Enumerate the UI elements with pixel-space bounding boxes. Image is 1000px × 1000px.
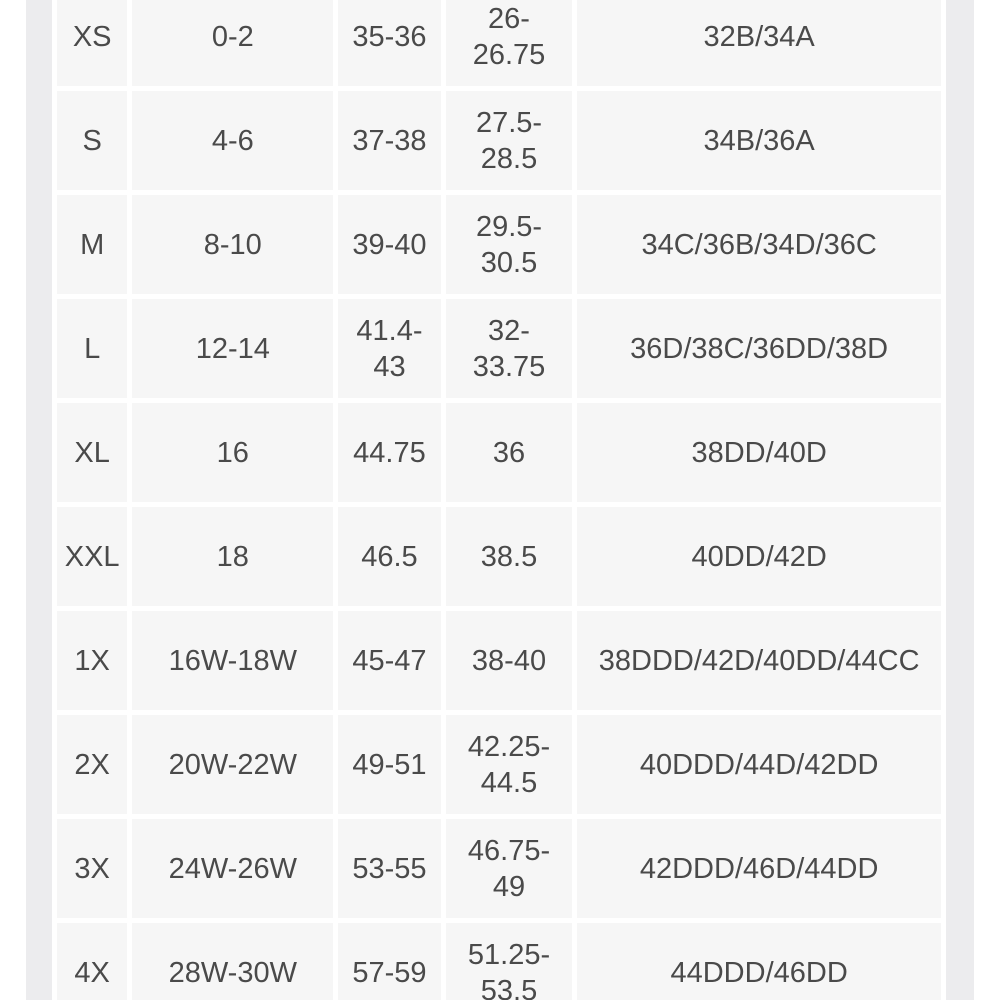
waist-cell: 42.25- 44.5 — [446, 715, 573, 814]
us-size-cell: 16 — [132, 403, 333, 502]
bra-size-cell: 34B/36A — [577, 91, 941, 190]
bust-cell: 44.75 — [338, 403, 440, 502]
bust-cell: 39-40 — [338, 195, 440, 294]
bust-cell: 37-38 — [338, 91, 440, 190]
bust-cell: 35-36 — [338, 0, 440, 86]
bra-size-cell: 44DDD/46DD — [577, 923, 941, 1000]
bust-cell: 45-47 — [338, 611, 440, 710]
bra-size-cell: 40DD/42D — [577, 507, 941, 606]
table-row — [57, 923, 941, 1000]
size-cell: XS — [57, 0, 127, 86]
waist-cell: 36 — [446, 403, 573, 502]
us-size-cell: 28W-30W — [132, 923, 333, 1000]
bust-cell: 57-59 — [338, 923, 440, 1000]
size-chart-body — [57, 0, 941, 1000]
us-size-cell: 24W-26W — [132, 819, 333, 918]
size-chart-table-container — [52, 0, 946, 1000]
table-row — [57, 91, 941, 190]
us-size-cell: 4-6 — [132, 91, 333, 190]
table-row — [57, 299, 941, 398]
size-cell: XXL — [57, 507, 127, 606]
waist-cell: 51.25- 53.5 — [446, 923, 573, 1000]
bra-size-cell: 38DDD/42D/40DD/44CC — [577, 611, 941, 710]
us-size-cell: 18 — [132, 507, 333, 606]
size-cell: 3X — [57, 819, 127, 918]
bust-cell: 53-55 — [338, 819, 440, 918]
size-cell: 4X — [57, 923, 127, 1000]
table-row — [57, 507, 941, 606]
us-size-cell: 16W-18W — [132, 611, 333, 710]
bust-cell: 46.5 — [338, 507, 440, 606]
bra-size-cell: 34C/36B/34D/36C — [577, 195, 941, 294]
bra-size-cell: 32B/34A — [577, 0, 941, 86]
us-size-cell: 0-2 — [132, 0, 333, 86]
waist-cell: 46.75- 49 — [446, 819, 573, 918]
bra-size-cell: 40DDD/44D/42DD — [577, 715, 941, 814]
us-size-cell: 8-10 — [132, 195, 333, 294]
bust-cell: 41.4- 43 — [338, 299, 440, 398]
table-row — [57, 819, 941, 918]
waist-cell: 27.5- 28.5 — [446, 91, 573, 190]
size-chart-table — [52, 0, 946, 1000]
waist-cell: 29.5- 30.5 — [446, 195, 573, 294]
us-size-cell: 20W-22W — [132, 715, 333, 814]
right-gutter — [946, 0, 974, 1000]
table-row — [57, 403, 941, 502]
waist-cell: 38.5 — [446, 507, 573, 606]
bra-size-cell: 36D/38C/36DD/38D — [577, 299, 941, 398]
bra-size-cell: 38DD/40D — [577, 403, 941, 502]
bust-cell: 49-51 — [338, 715, 440, 814]
size-cell: 2X — [57, 715, 127, 814]
size-cell: XL — [57, 403, 127, 502]
table-row — [57, 195, 941, 294]
size-cell: S — [57, 91, 127, 190]
waist-cell: 32- 33.75 — [446, 299, 573, 398]
size-cell: L — [57, 299, 127, 398]
us-size-cell: 12-14 — [132, 299, 333, 398]
table-row — [57, 0, 941, 86]
left-gutter — [26, 0, 52, 1000]
size-cell: 1X — [57, 611, 127, 710]
waist-cell: 26- 26.75 — [446, 0, 573, 86]
table-row — [57, 611, 941, 710]
waist-cell: 38-40 — [446, 611, 573, 710]
table-row — [57, 715, 941, 814]
bra-size-cell: 42DDD/46D/44DD — [577, 819, 941, 918]
size-cell: M — [57, 195, 127, 294]
